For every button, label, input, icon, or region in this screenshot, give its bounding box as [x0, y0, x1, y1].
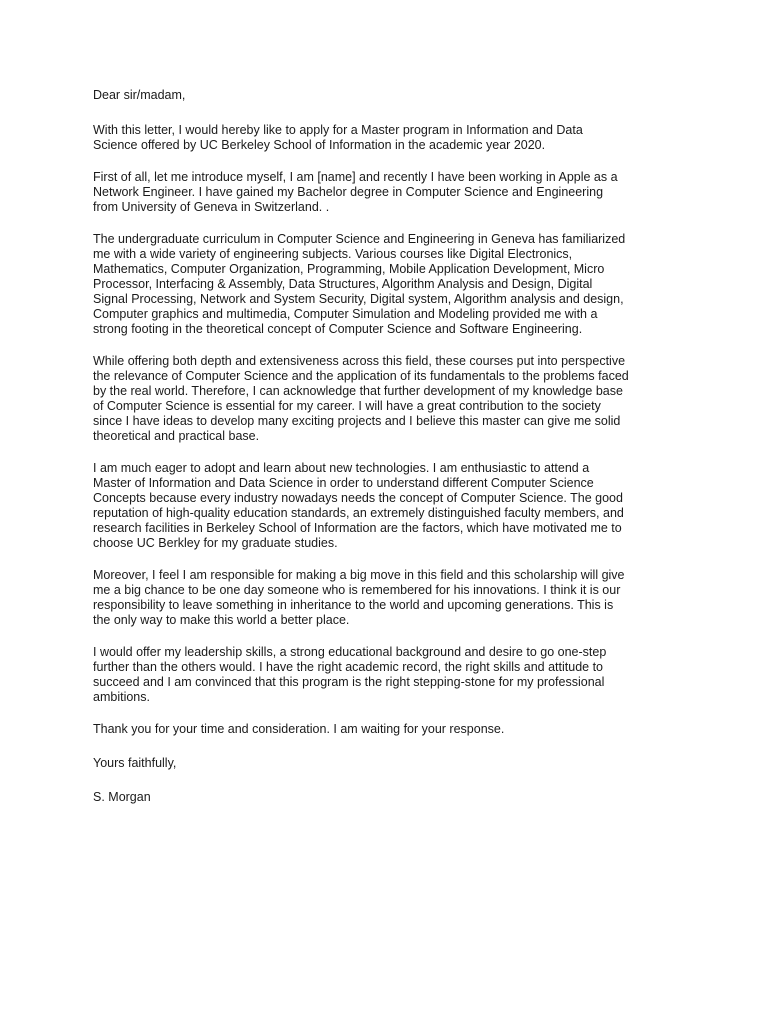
closing-line: Yours faithfully, — [93, 756, 177, 770]
paragraph-leadership: I would offer my leadership skills, a strong educational background and desire to go one-step further than the others would. I have the right academic record, the right skills and attitude to succeed and I am convinced that this program is the right stepping-stone for my professional ambitions. — [93, 645, 607, 704]
paragraph-curriculum: The undergraduate curriculum in Computer Science and Engineering in Geneva has familiarized me with a wide variety of engineering subjects. Various courses like Digital Electronics, Mathematics, Computer Organization, Programming, Mobile Application Development, Micro Processor, Interfacing & Assembly, Data Structures, Algorithm Analysis and Design, Digital Signal Processing, Network and System Security, Digital system, Algorithm analysis and design, Computer graphics and multimedia, Computer Simulation and Modeling provided me with a strong footing in the theoretical concept of Computer Science and Software Engineering. — [93, 232, 626, 336]
paragraph-motivation: I am much eager to adopt and learn about new technologies. I am enthusiastic to attend a Master of Information and Data Science in order to understand different Computer Science Concepts because every industry nowadays needs the concept of Computer Science. The good reputation of high-quality education standards, an extremely distinguished faculty members, and research facilities in Berkeley School of Information are the factors, which have motivated me to choose UC Berkley for my graduate studies. — [93, 461, 624, 550]
thanks-line: Thank you for your time and consideration. I am waiting for your response. — [93, 722, 505, 736]
signature-name: S. Morgan — [93, 790, 151, 804]
paragraph-relevance: While offering both depth and extensiveness across this field, these courses put into perspective the relevance of Computer Science and the application of its fundamentals to the problems faced by the real world. Therefore, I can acknowledge that further development of my knowledge base of Computer Science is essential for my career. I will have a great contribution to the society since I have ideas to develop many exciting projects and I believe this master can give me solid theoretical and practical base. — [93, 354, 629, 443]
salutation: Dear sir/madam, — [93, 88, 186, 102]
paragraph-intro: With this letter, I would hereby like to apply for a Master program in Information and Data Science offered by UC Berkeley School of Information in the academic year 2020. — [93, 123, 583, 152]
letter-body — [93, 88, 683, 822]
paragraph-introduction: First of all, let me introduce myself, I am [name] and recently I have been working in Apple as a Network Engineer. I have gained my Bachelor degree in Computer Science and Engineering from University of Geneva in Switzerland. . — [93, 170, 618, 214]
paragraph-responsibility: Moreover, I feel I am responsible for making a big move in this field and this scholarship will give me a big chance to be one day someone who is remembered for his innovations. I think it is our responsibility to leave something in inheritance to the world and upcoming generations. This is the only way to make this world a better place. — [93, 568, 625, 627]
